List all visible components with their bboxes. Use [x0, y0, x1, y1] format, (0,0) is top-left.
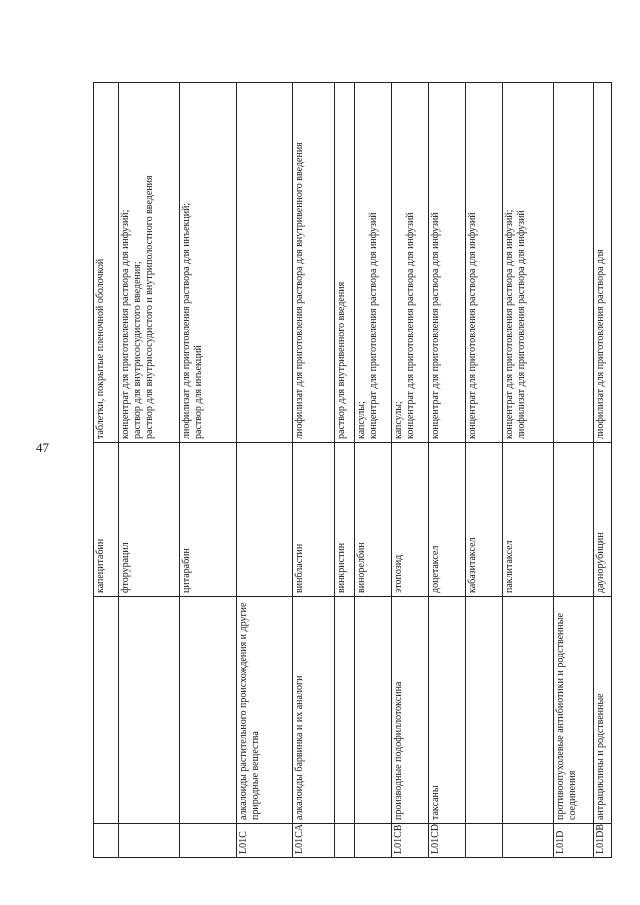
- atc-code-cell: L01CB: [392, 824, 429, 858]
- dosage-form-line: таблетки, покрытые пленочной оболочкой: [95, 258, 106, 439]
- table-row: [554, 83, 593, 858]
- table-row: [593, 83, 612, 858]
- table-row: [292, 83, 334, 858]
- table-row: [355, 83, 392, 858]
- drug-name-cell: винбластин: [292, 443, 334, 597]
- drug-name-cell: даунорубицин: [593, 443, 612, 597]
- atc-code-cell: [119, 824, 179, 858]
- group-name-cell: производные подофиллотоксина: [392, 597, 429, 824]
- drug-name-cell: винкристин: [334, 443, 355, 597]
- group-name-cell: [119, 597, 179, 824]
- drug-name-cell: этопозид: [392, 443, 429, 597]
- dosage-form-line: раствор для внутривенного введения: [335, 281, 347, 439]
- table-row: [429, 83, 466, 858]
- drug-name-cell: винорелбин: [355, 443, 392, 597]
- dosage-form-line: капсулы;: [393, 401, 405, 439]
- atc-code-cell: L01D: [554, 824, 593, 858]
- dosage-form-line: раствор для инъекций: [192, 345, 204, 439]
- atc-code-cell: [355, 824, 392, 858]
- group-name-cell: [466, 597, 503, 824]
- table-row: [392, 83, 429, 858]
- dosage-form-cell: [392, 83, 429, 443]
- group-name-cell: [179, 597, 237, 824]
- table-row: [94, 83, 119, 858]
- dosage-form-line: лиофилизат для приготовления раствора для внутривенного введения: [293, 142, 305, 439]
- dosage-form-cell: [292, 83, 334, 443]
- dosage-form-line: концентрат для приготовления раствора для инфузий;: [504, 209, 516, 439]
- dosage-form-cell: [554, 83, 593, 443]
- table-row: [179, 83, 237, 858]
- drug-name-cell: доцетаксел: [429, 443, 466, 597]
- dosage-form-line: раствор для внутрисосудистого введения;: [132, 261, 144, 439]
- drug-name-cell: кабазитаксел: [466, 443, 503, 597]
- page-number: 47: [36, 440, 49, 455]
- dosage-form-cell: [355, 83, 392, 443]
- table-row: [503, 83, 554, 858]
- drug-name-cell: [554, 443, 593, 597]
- group-name-cell: [334, 597, 355, 824]
- dosage-form-line: лиофилизат для приготовления раствора для инфузий: [516, 210, 528, 439]
- dosage-form-cell: [466, 83, 503, 443]
- dosage-form-cell: [179, 83, 237, 443]
- atc-code-cell: L01CD: [429, 824, 466, 858]
- group-name-cell: [355, 597, 392, 824]
- dosage-form-line: концентрат для приготовления раствора для инфузий: [368, 212, 380, 439]
- table-row: [237, 83, 293, 858]
- drug-name-cell: капецитабин: [94, 443, 119, 597]
- table-row: [119, 83, 179, 858]
- dosage-form-cell: [593, 83, 612, 443]
- atc-code-cell: L01C: [237, 824, 293, 858]
- dosage-form-line: капсулы;: [356, 401, 368, 439]
- dosage-form-line: концентрат для приготовления раствора для инфузий: [405, 212, 417, 439]
- atc-code-cell: [94, 824, 119, 858]
- group-name-cell: алкалоиды растительного происхождения и другие природные вещества: [237, 597, 293, 824]
- table-row: [466, 83, 503, 858]
- drug-name-cell: фторурацил: [119, 443, 179, 597]
- drug-name-cell: [237, 443, 293, 597]
- dosage-form-cell: [503, 83, 554, 443]
- drug-name-cell: паклитаксел: [503, 443, 554, 597]
- group-name-cell: алкалоиды барвинка и их аналоги: [292, 597, 334, 824]
- dosage-form-cell: [94, 83, 119, 443]
- dosage-form-cell: [237, 83, 293, 443]
- group-name-cell: [94, 597, 119, 824]
- group-name-cell: [503, 597, 554, 824]
- atc-code-cell: L01CA: [292, 824, 334, 858]
- drug-table: [93, 82, 612, 858]
- dosage-form-cell: [119, 83, 179, 443]
- group-name-cell: таксаны: [429, 597, 466, 824]
- drug-table-body: [94, 83, 612, 858]
- dosage-form-line: лиофилизат для приготовления раствора для: [594, 249, 606, 439]
- dosage-form-line: концентрат для приготовления раствора для инфузий: [430, 212, 442, 439]
- group-name-cell: противоопухолевые антибиотики и родственные соединения: [554, 597, 593, 824]
- atc-code-cell: [503, 824, 554, 858]
- drug-name-cell: цитарабин: [179, 443, 237, 597]
- rotated-table-container: [93, 83, 612, 858]
- atc-code-cell: [179, 824, 237, 858]
- atc-code-cell: [334, 824, 355, 858]
- dosage-form-line: раствор для внутрисосудистого и внутриполостного введения: [144, 175, 156, 439]
- dosage-form-cell: [334, 83, 355, 443]
- dosage-form-line: концентрат для приготовления раствора для инфузий;: [120, 209, 132, 439]
- dosage-form-line: концентрат для приготовления раствора для инфузий: [467, 212, 479, 439]
- table-row: [334, 83, 355, 858]
- atc-code-cell: [466, 824, 503, 858]
- atc-code-cell: L01DB: [593, 824, 612, 858]
- dosage-form-line: лиофилизат для приготовления раствора для инъекций;: [180, 202, 192, 439]
- dosage-form-cell: [429, 83, 466, 443]
- group-name-cell: антрациклины и родственные: [593, 597, 612, 824]
